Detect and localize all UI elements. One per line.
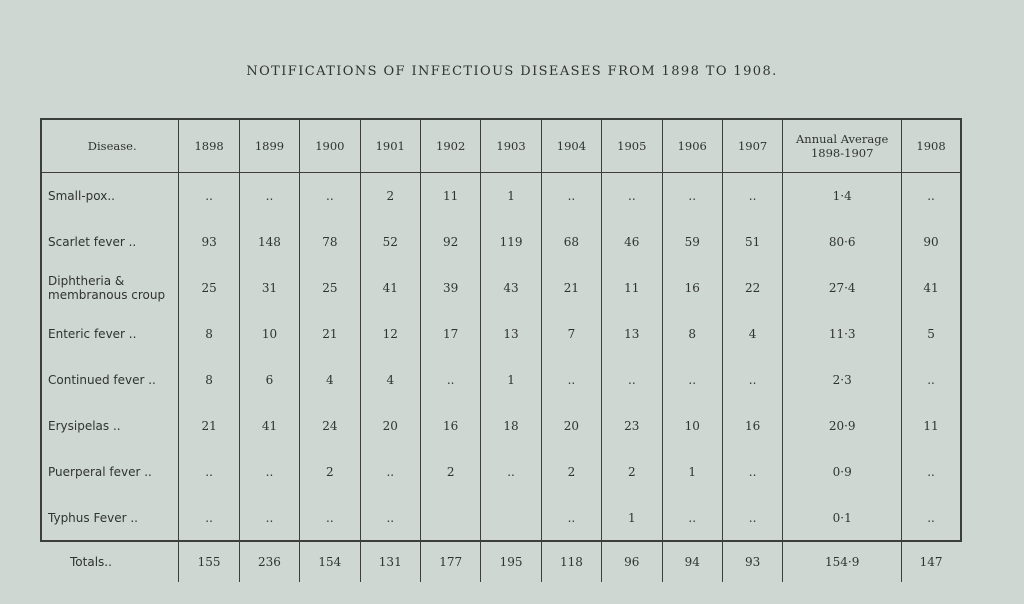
disease-name: Typhus Fever .. [48,511,138,525]
value-cell: 177 [420,542,480,583]
value-cell: 7 [541,311,601,357]
disease-name: Diphtheria & membranous croup [48,274,166,302]
table-row [42,173,960,220]
value-cell: 1 [481,357,541,403]
value-cell: 147 [902,542,960,583]
value-cell: .. [722,173,782,220]
value-cell: .. [602,173,662,220]
value-cell: 10 [662,403,722,449]
header-cell: 1900 [300,120,360,173]
value-cell: .. [360,495,420,542]
value-cell: .. [902,449,960,495]
value-cell: .. [541,357,601,403]
value-cell: 27·4 [783,265,902,311]
header-cell: 1898 [179,120,239,173]
value-cell: .. [902,173,960,220]
value-cell: 22 [722,265,782,311]
value-cell: 41 [239,403,299,449]
value-cell: 21 [541,265,601,311]
value-cell: 4 [722,311,782,357]
value-cell: .. [541,495,601,542]
value-cell: 148 [239,219,299,265]
table-row [42,495,960,542]
value-cell: .. [481,449,541,495]
value-cell: 13 [481,311,541,357]
value-cell: 31 [239,265,299,311]
value-cell: 18 [481,403,541,449]
value-cell: 25 [300,265,360,311]
value-cell: 6 [239,357,299,403]
value-cell: 8 [179,357,239,403]
value-cell: 4 [360,357,420,403]
value-cell: 21 [300,311,360,357]
value-cell: 154·9 [783,542,902,583]
value-cell: 11 [602,265,662,311]
value-cell: 25 [179,265,239,311]
header-cell: 1904 [541,120,601,173]
value-cell: 93 [179,219,239,265]
value-cell: 43 [481,265,541,311]
header-cell: 1905 [602,120,662,173]
value-cell: 16 [662,265,722,311]
value-cell: 119 [481,219,541,265]
value-cell: .. [179,495,239,542]
value-cell: .. [239,449,299,495]
value-cell: 11 [420,173,480,220]
value-cell: 8 [662,311,722,357]
value-cell [481,495,541,542]
table-body [42,173,960,583]
disease-name: Continued fever .. [48,373,156,387]
value-cell: .. [662,495,722,542]
value-cell: 59 [662,219,722,265]
value-cell: 92 [420,219,480,265]
value-cell: .. [541,173,601,220]
value-cell: .. [722,357,782,403]
value-cell: 1 [602,495,662,542]
value-cell: 20 [541,403,601,449]
value-cell: 154 [300,542,360,583]
value-cell: 0·9 [783,449,902,495]
value-cell: 12 [360,311,420,357]
value-cell: .. [662,173,722,220]
disease-name: Scarlet fever .. [48,235,137,249]
value-cell: 52 [360,219,420,265]
header-cell: Annual Average 1898-1907 [783,120,902,173]
value-cell: 5 [902,311,960,357]
value-cell: 16 [722,403,782,449]
value-cell: 78 [300,219,360,265]
value-cell: 24 [300,403,360,449]
header-cell: 1906 [662,120,722,173]
table-row [42,403,960,449]
value-cell: .. [420,357,480,403]
header-cell: Disease. [42,120,179,173]
value-cell: 20 [360,403,420,449]
page-title: NOTIFICATIONS OF INFECTIOUS DISEASES FROM 1898 TO 1908. [246,64,778,79]
header-cell: 1902 [420,120,480,173]
value-cell: .. [602,357,662,403]
value-cell: 2 [541,449,601,495]
value-cell: 94 [662,542,722,583]
value-cell: 93 [722,542,782,583]
notifications-table-frame [40,118,962,569]
value-cell: .. [300,495,360,542]
totals-label: Totals.. [42,542,179,583]
table-row [42,311,960,357]
value-cell: 11 [902,403,960,449]
value-cell: 2 [300,449,360,495]
value-cell: 21 [179,403,239,449]
value-cell: 131 [360,542,420,583]
value-cell [420,495,480,542]
value-cell: .. [902,495,960,542]
value-cell: 195 [481,542,541,583]
value-cell: .. [722,495,782,542]
value-cell: 8 [179,311,239,357]
value-cell: .. [179,449,239,495]
value-cell: 2 [602,449,662,495]
header-cell: 1908 [902,120,960,173]
disease-name: Small-pox.. [48,189,115,203]
disease-name: Enteric fever .. [48,327,137,341]
value-cell: 2 [420,449,480,495]
value-cell: 68 [541,219,601,265]
value-cell: .. [902,357,960,403]
value-cell: .. [179,173,239,220]
value-cell: 2 [360,173,420,220]
value-cell: 4 [300,357,360,403]
totals-row [42,542,960,583]
table-row [42,449,960,495]
value-cell: 90 [902,219,960,265]
value-cell: 41 [360,265,420,311]
value-cell: 1 [662,449,722,495]
value-cell: 96 [602,542,662,583]
table-row [42,265,960,311]
table-row [42,357,960,403]
value-cell: 20·9 [783,403,902,449]
value-cell: .. [239,173,299,220]
value-cell: 51 [722,219,782,265]
value-cell: 11·3 [783,311,902,357]
value-cell: 2·3 [783,357,902,403]
header-cell: 1907 [722,120,782,173]
value-cell: 10 [239,311,299,357]
value-cell: 13 [602,311,662,357]
table-row [42,219,960,265]
header-cell: 1899 [239,120,299,173]
value-cell: .. [662,357,722,403]
disease-name: Puerperal fever .. [48,465,152,479]
value-cell: 118 [541,542,601,583]
value-cell: 17 [420,311,480,357]
value-cell: 1 [481,173,541,220]
value-cell: .. [722,449,782,495]
value-cell: 155 [179,542,239,583]
value-cell: .. [300,173,360,220]
disease-name: Erysipelas .. [48,419,121,433]
notifications-table [42,120,960,582]
value-cell: .. [239,495,299,542]
value-cell: 0·1 [783,495,902,542]
value-cell: 1·4 [783,173,902,220]
value-cell: 16 [420,403,480,449]
value-cell: 39 [420,265,480,311]
header-cell: 1901 [360,120,420,173]
value-cell: 41 [902,265,960,311]
value-cell: .. [360,449,420,495]
header-cell: 1903 [481,120,541,173]
value-cell: 80·6 [783,219,902,265]
value-cell: 23 [602,403,662,449]
value-cell: 236 [239,542,299,583]
header-row [42,120,960,173]
value-cell: 46 [602,219,662,265]
